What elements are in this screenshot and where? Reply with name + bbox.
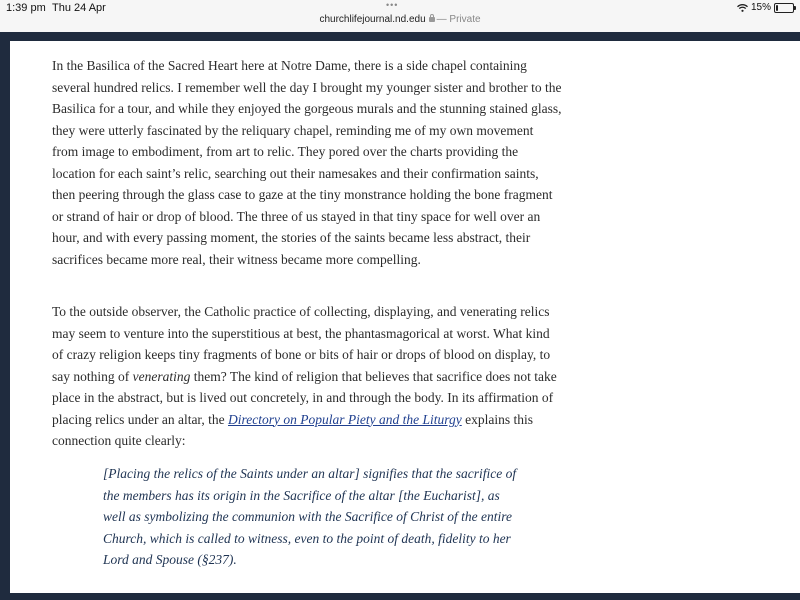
status-date: Thu 24 Apr bbox=[52, 2, 106, 14]
paragraph-2-text-a: To the outside observer, the Catholic practice of collecting, displaying, and venerating relics may seem to venture into the superstitious at best, the phantasmagorical at worst. What kind of crazy religion keeps tiny fragments of bone or bits of hair or drops of blood on display, to say nothing of bbox=[52, 304, 551, 384]
status-indicators bbox=[737, 2, 794, 13]
article-content bbox=[10, 41, 800, 593]
article-paragraph-2 bbox=[52, 301, 562, 452]
battery-level-fill bbox=[776, 5, 778, 11]
status-bar bbox=[0, 0, 800, 32]
status-time: 1:39 pm bbox=[6, 2, 46, 14]
battery-icon bbox=[774, 3, 794, 13]
lock-icon bbox=[429, 17, 435, 22]
private-label: — Private bbox=[436, 14, 481, 25]
paragraph-2-text-b: them? The kind of religion that believes that sacrifice does not take place in the abstract, but is lived out concretely, in and through the body. In its affirmation of placing relics under an altar, the bbox=[52, 368, 557, 427]
wifi-icon bbox=[737, 4, 748, 12]
address-bar[interactable] bbox=[0, 14, 800, 25]
directory-link[interactable]: Directory on Popular Piety and the Liturgy bbox=[228, 411, 462, 427]
article-paragraph-1: In the Basilica of the Sacred Heart here at Notre Dame, there is a side chapel containing several hundred relics. I remember well the day I brought my younger sister and brother to the Basilica for a tour, and while they enjoyed the gorgeous murals and the stunning stained glass, they were utterly fascinated by the reliquary chapel, reminding me of my own movement from image to embodiment, from art to relic. They pored over the charts providing the location for each saint’s relic, searching out their namesakes and their confirmation saints, then peering through the glass case to gaze at the tiny monstrance holding the bone fragment or strand of hair or drop of blood. The three of us stayed in that tiny space for well over an hour, and with every passing moment, the stories of the saints became less abstract, their sacrifices became more real, their witness became more compelling. bbox=[52, 58, 562, 267]
url-text: churchlifejournal.nd.edu bbox=[319, 14, 426, 25]
blockquote: [Placing the relics of the Saints under an altar] signifies that the sacrifice of the members has its origin in the Sacrifice of the altar [the Eucharist], as well as symbolizing the communion with the Sacrifice of Christ of the entire Church, which is called to witness, even to the point of death, fidelity to her Lord and Spouse (§237). bbox=[103, 466, 517, 567]
multitasking-dots-icon[interactable]: ••• bbox=[386, 0, 399, 10]
battery-percent: 15% bbox=[750, 2, 771, 13]
emphasis-venerating: venerating bbox=[132, 368, 191, 384]
paragraph-2-text-c: explains this connection quite clearly: bbox=[52, 411, 533, 448]
